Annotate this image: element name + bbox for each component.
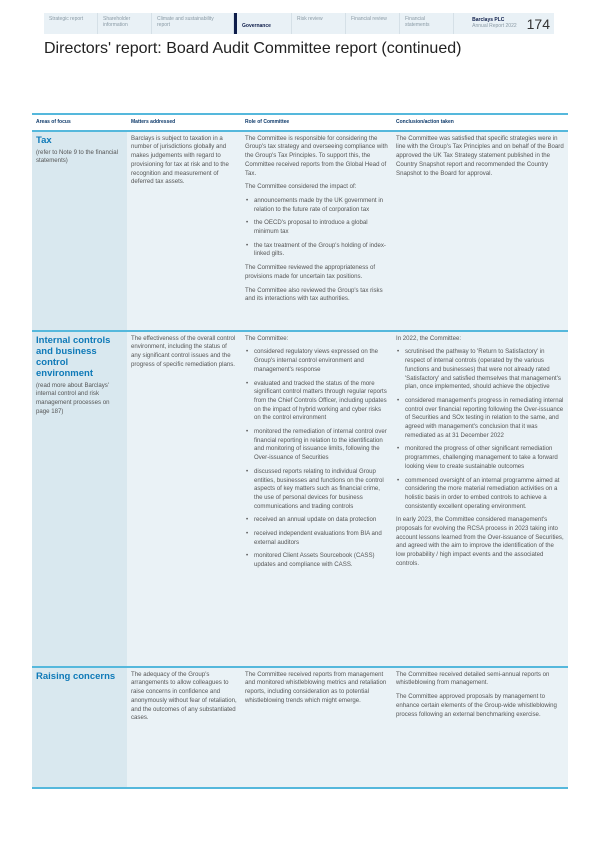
area-title: Raising concerns <box>36 670 116 682</box>
nav-item-governance[interactable]: Governance <box>234 13 292 34</box>
brand-block <box>466 13 522 34</box>
role-bullet: • evaluated and tracked the status of the more significant control matters through regular reports from the Chief Controls Officer, including updates on the impact of hybrid working and cyber risks on the control environment <box>245 380 388 424</box>
matters-text: Barclays is subject to taxation in a number of jurisdictions globally and makes judgements with regard to provisioning for tax at risk and to the recognition and measurement of deferred tax assets. <box>131 134 229 186</box>
area-title: Tax <box>36 134 52 146</box>
section-nav <box>44 13 554 34</box>
role-paragraph: The Committee received reports from management and monitored whistleblowing metrics and retaliation reports, including consideration as to potential whistleblowing trends which might emerge. <box>245 670 387 704</box>
nav-item-shareholder-information[interactable]: Shareholder information <box>98 13 152 34</box>
conclusion-bullet: • considered management's progress in remediating internal control over financial reporting following the Over-issuance of Securities and SOx testing in relation to the same, and agreed with management's conclusion that it was remediated as at 31 December 2022 <box>396 397 564 441</box>
role-cell <box>241 131 392 331</box>
matters-cell <box>127 667 241 788</box>
role-paragraph: The Committee reviewed the appropriateness of provisions made for uncertain tax positions. <box>245 264 376 280</box>
conclusion-cell <box>392 331 568 667</box>
area-subtitle: (refer to Note 9 to the financial statements) <box>36 148 118 165</box>
role-cell <box>241 331 392 667</box>
page-title: Directors' report: Board Audit Committee report (continued) <box>44 40 462 57</box>
col-header: Role of Committee <box>241 114 392 131</box>
conclusion-bullet: • scrutinised the pathway to 'Return to Satisfactory' in respect of internal controls (operated by the various functions and businesses) that were not already rated 'Satisfactory' and satisfied themselves that management's plan, once implemented, should achieve the objective <box>396 348 564 392</box>
role-paragraph: The Committee is responsible for considering the Group's tax strategy and overseeing compliance with the Group's Tax Principles. To support this, the Committee received reports from the Global Head of Tax. <box>245 134 388 177</box>
nav-item-risk-review[interactable]: Risk review <box>292 13 346 34</box>
matters-cell <box>127 331 241 667</box>
area-cell <box>32 667 127 788</box>
conclusion-paragraph: In 2022, the Committee: <box>396 334 462 342</box>
col-header: Areas of focus <box>32 114 127 131</box>
conclusion-paragraph: In early 2023, the Committee considered management's proposals for evolving the RCSA process in 2023 taking into account lessons learned from the Over-issuance of Securities, and agreed with the aim to improve the identification of the low probability / high impact events and the associated controls. <box>396 516 564 567</box>
role-bullet-list <box>245 348 388 569</box>
conclusion-bullet: • monitored the progress of other significant remediation programmes, challenging management to take a forward looking view to create sustainable outcomes <box>396 445 564 471</box>
role-cell <box>241 667 392 788</box>
nav-item-financial-review[interactable]: Financial review <box>346 13 400 34</box>
role-bullet: • received an annual update on data protection <box>245 516 388 525</box>
role-bullet-list <box>245 197 388 259</box>
conclusion-bullet: • commenced oversight of an internal programme aimed at considering the more material remediation activities on a holistic basis in order to embed controls to achieve a consistently excellent operating environment. <box>396 477 564 512</box>
area-cell <box>32 331 127 667</box>
area-subtitle: (read more about Barclays' internal control and risk management processes on page 187) <box>36 381 110 415</box>
role-bullet: • monitored the remediation of internal control over financial reporting in relation to the identification and monitoring of issuance limits, following the Over-issuance of Securities <box>245 428 388 463</box>
area-cell <box>32 131 127 331</box>
report-name: Annual Report 2022 <box>472 23 517 29</box>
role-paragraph: The Committee considered the impact of: <box>245 183 357 191</box>
conclusion-bullet-list <box>396 348 564 511</box>
conclusion-cell <box>392 667 568 788</box>
role-bullet: • the OECD's proposal to introduce a global minimum tax <box>245 219 388 236</box>
conclusion-cell <box>392 131 568 331</box>
table-row <box>32 131 568 331</box>
role-bullet: • the tax treatment of the Group's holding of index-linked gilts. <box>245 242 388 259</box>
role-bullet: • discussed reports relating to individual Group entities, businesses and functions on the control aspects of key matters such as financial crime, the use of personal devices for business communications and trading controls <box>245 468 388 512</box>
role-paragraph: The Committee also reviewed the Group's tax risks and its interactions with tax authorities. <box>245 286 383 303</box>
col-header: Conclusion/action taken <box>392 114 568 131</box>
nav-item-climate-and-sustainability-report[interactable]: Climate and sustainability report <box>152 13 234 34</box>
role-bullet: • considered regulatory views expressed on the Group's internal control environment and management's response <box>245 348 388 374</box>
role-bullet: • received independent evaluations from BIA and external auditors <box>245 530 388 547</box>
role-bullet: • monitored Client Assets Sourcebook (CASS) updates and compliance with CASS. <box>245 552 388 569</box>
page-number: 174 <box>526 16 550 32</box>
conclusion-paragraph: The Committee was satisfied that specific strategies were in line with the Group's Tax Principles and on behalf of the Board approved the UK Tax Strategy statement published in the Country Snapshot report and recommended the Country Snapshot to the Board for approval. <box>396 134 564 177</box>
table-row <box>32 331 568 667</box>
conclusion-paragraph: The Committee received detailed semi-annual reports on whistleblowing from management. <box>396 670 550 687</box>
matters-text: The effectiveness of the overall control environment, including the status of any significant control issues and the progress of specific remediation plans. <box>131 334 236 368</box>
matters-cell <box>127 131 241 331</box>
role-paragraph: The Committee: <box>245 334 289 342</box>
role-bullet: • announcements made by the UK government in relation to the future rate of corporation tax <box>245 197 388 214</box>
col-header: Matters addressed <box>127 114 241 131</box>
brand-name: Barclays PLC <box>472 17 505 23</box>
nav-item-strategic-report[interactable]: Strategic report <box>44 13 98 34</box>
table-row <box>32 667 568 788</box>
area-title: Internal controls and business control environment <box>36 334 111 379</box>
nav-item-financial-statements[interactable]: Financial statements <box>400 13 454 34</box>
matters-text: The adequacy of the Group's arrangements to allow colleagues to raise concerns in confidence and anonymously without fear of retaliation, and the outcomes of any substantiated cases. <box>131 670 237 722</box>
audit-committee-table <box>32 113 568 789</box>
conclusion-paragraph: The Committee approved proposals by management to enhance certain elements of the Group-wide whistleblowing process following an external benchmarking exercise. <box>396 693 557 718</box>
